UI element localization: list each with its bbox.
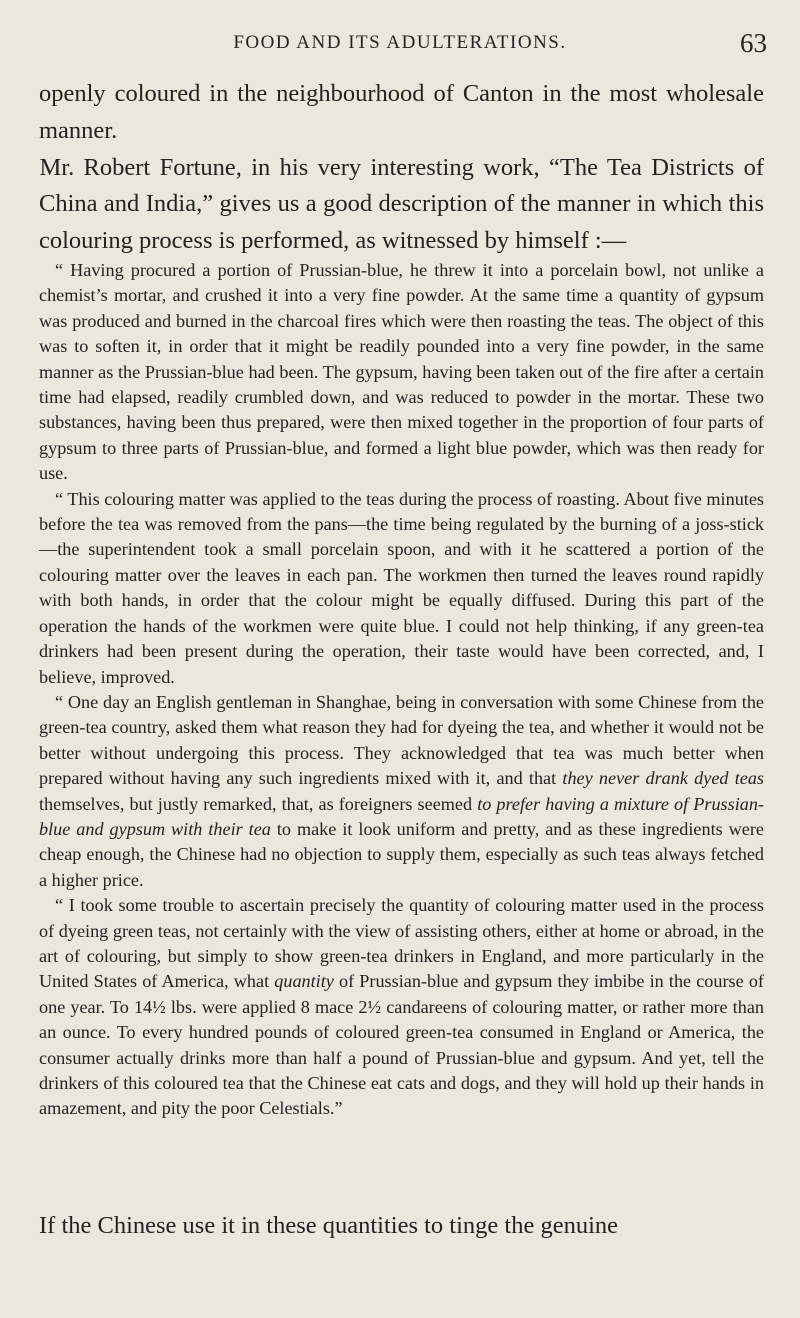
running-header [0,30,800,62]
quote-paragraph-2: “ This colouring matter was applied to the teas during the process of roasting. About five minutes before the tea was removed from the pans—the time being regulated by the burning of a joss-stick—the superintendent took a small porcelain spoon, and with it he scattered a portion of the colouring matter over the leaves in each pan. The workmen then turned the leaves round rapidly with both hands, in order that the colour might be equally diffused. During this part of the operation the hands of the workmen were quite blue. I could not help thinking, if any green-tea drinkers had been present during the operation, their taste would have been corrected, and, I believe, improved. [39,488,764,687]
quote-paragraph-3-emphasis-2: to prefer having a mixture of Prussian-blue and gypsum with their tea [39,793,764,839]
intro-paragraph-1: openly coloured in the neighbourhood of Canton in the most wholesale manner. [39,80,764,144]
closing-paragraph: If the Chinese use it in these quantities to tinge the genuine [39,1212,619,1239]
quote-paragraph-4 [39,893,764,1122]
quote-paragraph-3 [39,690,764,893]
quote-paragraph-3-text-b: themselves, but justly remarked, that, as foreigners seemed [39,793,478,814]
running-title: FOOD AND ITS ADULTERATIONS. [233,32,567,53]
quote-paragraph-4-emphasis: quantity [274,971,334,992]
quote-paragraph-3-text-c: to make it look uniform and pretty, and as these ingredients were cheap enough, the Chinese had no objection to supply them, especially as such teas always fetched a higher price. [39,818,765,890]
quote-paragraph-4-text-a: “ I took some trouble to ascertain precisely the quantity of colouring matter used in the process of dyeing green teas, not certainly with the view of assisting others, either at home or abroad, in the art of colouring, but simply to show green-tea drinkers in England, and more particularly in the United States of America, what [39,895,764,992]
intro-text [39,76,764,260]
quote-paragraph-1: “ Having procured a portion of Prussian-blue, he threw it into a porcelain bowl, not unlike a chemist’s mortar, and crushed it into a very fine powder. At the same time a quantity of gypsum was produced and burned in the charcoal fires which were then roasting the teas. The object of this was to soften it, in order that it might be readily pounded into a very fine powder, in the same manner as the Prussian-blue had been. The gypsum, having been taken out of the fire after a certain time had elapsed, readily crumbled down, and was reduced to powder in the mortar. These two substances, having been thus prepared, were then mixed together in the proportion of four parts of gypsum to three parts of Prussian-blue, and formed a light blue powder, which was then ready for use. [39,260,764,484]
page-number: 63 [740,28,767,58]
quote-paragraph-3-text-a: “ One day an English gentleman in Shanghae, being in conversation with some Chinese from the green-tea country, asked them what reason they had for dyeing the tea, and whether it would not be better without undergoing this process. They acknowledged that tea was much better when prepared without having any such ingredients mixed with it, and that [39,691,764,789]
quote-paragraph-4-text-b: of Prussian-blue and gypsum they imbibe in the course of one year. To 14½ lbs. were applied 8 mace 2½ candareens of colouring matter, or rather more than an ounce. To every hundred pounds of coloured green-tea consumed in England or America, the consumer actually drinks more than half a pound of Prussian-blue and gypsum. And yet, tell the drinkers of this coloured tea that the Chinese eat cats and dogs, and they will hold up their hands in amazement, and pity the poor Celestials.” [39,971,764,1119]
closing-text [39,1208,764,1244]
intro-paragraph-2: Mr. Robert Fortune, in his very interesting work, “The Tea Districts of China and India,” gives us a good description of the manner in which this colouring process is performed, as witnessed by himself :— [39,153,764,255]
block-quote [39,258,764,1122]
quote-paragraph-3-emphasis-1: they never drank dyed teas [562,768,764,789]
